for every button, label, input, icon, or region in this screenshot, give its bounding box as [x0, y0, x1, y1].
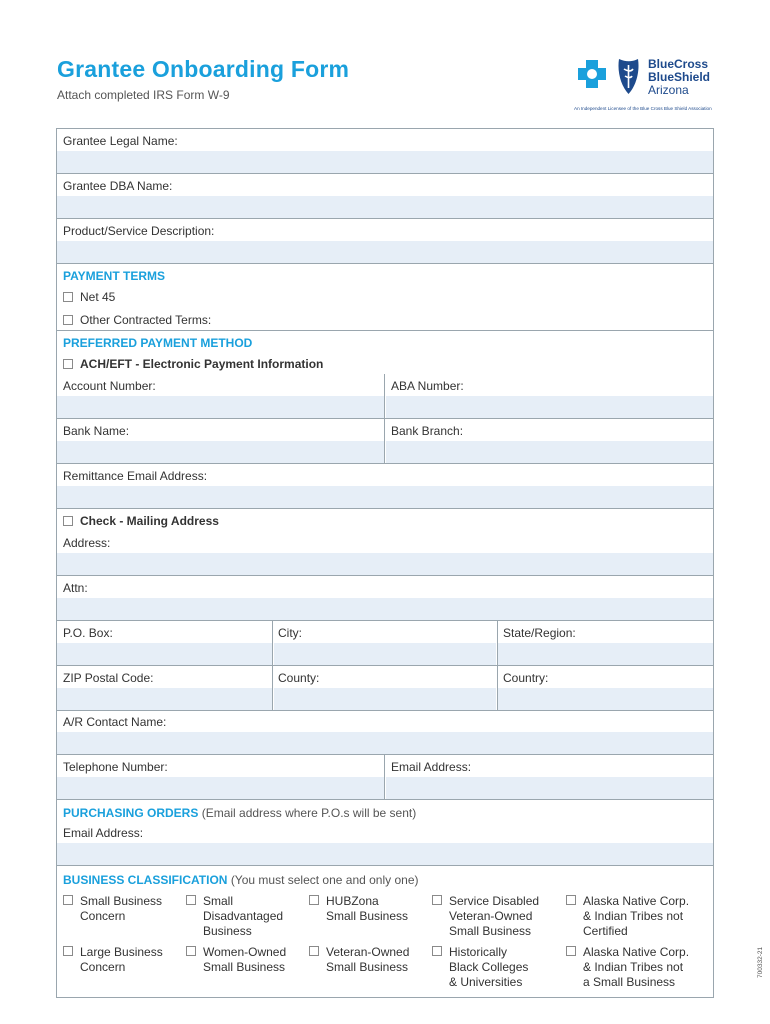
business-option-checkbox[interactable] [566, 895, 576, 905]
remittance-email-field[interactable] [57, 486, 713, 508]
option-line: Historically [449, 945, 508, 959]
divider [57, 263, 713, 264]
logo-tagline: An Independent Licensee of the Blue Cross Blue Shield Association [574, 106, 712, 111]
form-code: 700332-21 [757, 946, 764, 978]
business-option-checkbox[interactable] [566, 946, 576, 956]
option-line: Women-Owned [203, 945, 287, 959]
business-option-checkbox[interactable] [63, 895, 73, 905]
business-option[interactable] [203, 894, 283, 939]
divider [57, 620, 713, 621]
bank-branch-label: Bank Branch: [391, 424, 464, 438]
other-terms-label: Other Contracted Terms: [80, 313, 212, 327]
option-line: Small Business [80, 894, 163, 908]
business-option[interactable] [80, 945, 163, 975]
payment-method-heading: PREFERRED PAYMENT METHOD [63, 336, 253, 350]
business-option-checkbox[interactable] [186, 895, 196, 905]
product-desc-label: Product/Service Description: [63, 224, 215, 238]
business-option-checkbox[interactable] [432, 946, 442, 956]
divider [57, 508, 713, 509]
business-option[interactable] [583, 894, 689, 939]
form-title: Grantee Onboarding Form [57, 56, 350, 82]
county-label: County: [278, 671, 320, 685]
business-option-checkbox[interactable] [432, 895, 442, 905]
net45-checkbox[interactable] [63, 292, 73, 302]
bcbs-logo [574, 56, 724, 116]
zip-field[interactable] [57, 688, 272, 710]
divider [57, 799, 713, 800]
onboarding-form [56, 128, 714, 998]
business-option[interactable] [203, 945, 286, 975]
option-line: Black Colleges [449, 960, 529, 974]
account-number-field[interactable] [57, 396, 384, 418]
logo-line-2: BlueShield [648, 70, 711, 84]
business-heading-text: BUSINESS CLASSIFICATION [63, 873, 228, 887]
divider [57, 754, 713, 755]
country-label: Country: [503, 671, 549, 685]
aba-number-field[interactable] [386, 396, 713, 418]
check-checkbox[interactable] [63, 516, 73, 526]
option-line: a Small Business [583, 975, 676, 989]
divider [57, 665, 713, 666]
divider [57, 173, 713, 174]
option-line: Small Business [326, 960, 409, 974]
city-field[interactable] [274, 643, 496, 665]
email-label: Email Address: [391, 760, 472, 774]
option-line: Small [203, 894, 234, 908]
po-box-field[interactable] [57, 643, 272, 665]
telephone-field[interactable] [57, 777, 384, 799]
divider [57, 710, 713, 711]
legal-name-field[interactable] [57, 151, 713, 173]
option-line: Service Disabled [449, 894, 540, 908]
county-field[interactable] [274, 688, 496, 710]
logo-line-3: Arizona [648, 83, 689, 97]
option-line: & Universities [449, 975, 523, 989]
option-line: Disadvantaged [203, 909, 284, 923]
business-option[interactable] [583, 945, 689, 990]
ar-contact-label: A/R Contact Name: [63, 715, 167, 729]
bcbs-cross-shield-icon [574, 56, 644, 100]
divider [57, 865, 713, 866]
ach-checkbox[interactable] [63, 359, 73, 369]
option-line: Small Business [326, 909, 409, 923]
form-subtitle: Attach completed IRS Form W-9 [57, 88, 230, 102]
purchasing-note: (Email address where P.O.s will be sent) [201, 806, 417, 820]
option-line: Business [203, 924, 252, 938]
attn-label: Attn: [63, 581, 88, 595]
bank-name-field[interactable] [57, 441, 384, 463]
attn-field[interactable] [57, 598, 713, 620]
net45-label: Net 45 [80, 290, 116, 304]
country-field[interactable] [498, 688, 713, 710]
divider [57, 463, 713, 464]
business-note: (You must select one and only one) [230, 873, 419, 887]
option-line: & Indian Tribes not [583, 909, 684, 923]
business-option[interactable] [80, 894, 162, 924]
check-label: Check - Mailing Address [80, 514, 219, 528]
account-number-label: Account Number: [63, 379, 156, 393]
option-line: Alaska Native Corp. [583, 945, 690, 959]
ach-label: ACH/EFT - Electronic Payment Information [80, 357, 324, 371]
remittance-email-label: Remittance Email Address: [63, 469, 208, 483]
state-label: State/Region: [503, 626, 576, 640]
bank-name-label: Bank Name: [63, 424, 130, 438]
option-line: Large Business [80, 945, 163, 959]
option-line: & Indian Tribes not [583, 960, 684, 974]
ar-contact-field[interactable] [57, 732, 713, 754]
zip-label: ZIP Postal Code: [63, 671, 154, 685]
city-label: City: [278, 626, 302, 640]
option-line: Veteran-Owned [326, 945, 410, 959]
po-box-label: P.O. Box: [63, 626, 113, 640]
business-option[interactable] [449, 894, 539, 939]
dba-name-field[interactable] [57, 196, 713, 218]
option-line: Alaska Native Corp. [583, 894, 690, 908]
divider [57, 575, 713, 576]
business-option-checkbox[interactable] [63, 946, 73, 956]
purchasing-heading-text: PURCHASING ORDERS [63, 806, 199, 820]
logo-line-1: BlueCross [648, 57, 709, 71]
business-option[interactable] [449, 945, 528, 990]
payment-terms-heading: PAYMENT TERMS [63, 269, 166, 283]
option-line: Veteran-Owned [449, 909, 533, 923]
address-label: Address: [63, 536, 111, 550]
po-email-field[interactable] [57, 843, 713, 865]
business-option-checkbox[interactable] [309, 946, 319, 956]
business-option-checkbox[interactable] [186, 946, 196, 956]
telephone-label: Telephone Number: [63, 760, 168, 774]
option-line: Concern [80, 909, 126, 923]
po-email-label: Email Address: [63, 826, 144, 840]
option-line: HUBZona [326, 894, 379, 908]
option-line: Certified [583, 924, 628, 938]
other-terms-checkbox[interactable] [63, 315, 73, 325]
business-heading [63, 873, 419, 887]
aba-number-label: ABA Number: [391, 379, 464, 393]
business-option-checkbox[interactable] [309, 895, 319, 905]
purchasing-heading [63, 806, 416, 820]
divider [57, 418, 713, 419]
address-field[interactable] [57, 553, 713, 575]
option-line: Concern [80, 960, 126, 974]
option-line: Small Business [449, 924, 532, 938]
divider [384, 754, 385, 799]
divider [57, 330, 713, 331]
email-field[interactable] [386, 777, 713, 799]
business-option[interactable] [326, 894, 408, 924]
legal-name-label: Grantee Legal Name: [63, 134, 178, 148]
state-field[interactable] [498, 643, 713, 665]
divider [57, 218, 713, 219]
option-line: Small Business [203, 960, 286, 974]
product-desc-field[interactable] [57, 241, 713, 263]
bank-branch-field[interactable] [386, 441, 713, 463]
business-option[interactable] [326, 945, 409, 975]
dba-name-label: Grantee DBA Name: [63, 179, 173, 193]
